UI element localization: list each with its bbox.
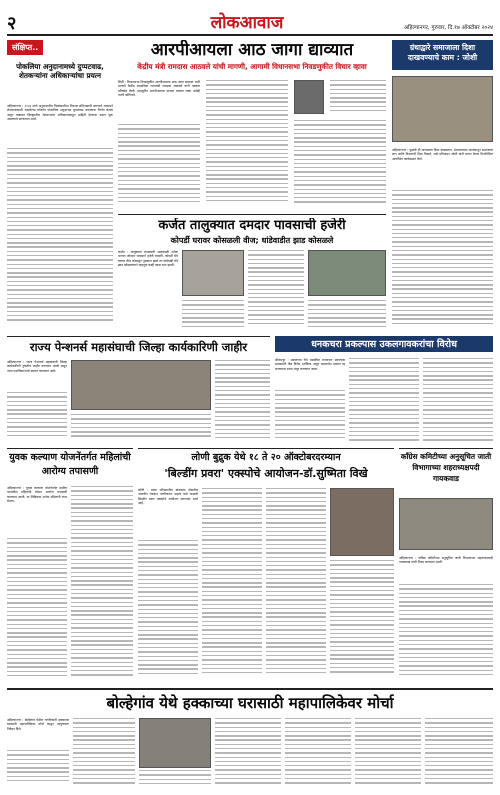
bolhegaon-lines-6	[355, 718, 421, 788]
left-body-lines	[7, 148, 113, 328]
top-body-lines-1	[118, 124, 200, 208]
divider	[118, 214, 386, 215]
pensioners-lines-2	[71, 414, 211, 442]
divider	[7, 448, 133, 449]
story-pensioners	[7, 336, 270, 444]
expo-portrait-photo	[330, 488, 394, 556]
garbage-body: श्रीरामपूर : उकलगाव येथे प्रस्तावित घनकचरा प्रकल्पास ग्रामस्थांनी तीव्र विरोध दर्शविला असून ग्रामसभेत प्रकल्प रद्द करण्याचा ठराव मंजूर करण्यात आला.	[275, 358, 345, 371]
bolhegaon-lines-2	[73, 718, 135, 788]
health-headline: युवक कल्याण योजनेंतर्गत महिलांची आरोग्य तपासणी	[9, 452, 131, 477]
rain-photo-2	[308, 250, 386, 296]
right-body-lines	[392, 190, 493, 328]
pensioners-lines-3	[215, 360, 270, 442]
congress-photo	[399, 498, 493, 550]
health-body: अहिल्यानगर : युवक कल्याण योजनेंतर्गत ग्रामीण भागातील महिलांची मोफत आरोग्य तपासणी करण्यात आली. या शिबिराचा अनेक महिलांनी लाभ घेतला.	[7, 486, 67, 503]
garbage-lines-1	[275, 390, 345, 442]
expo-lines-1	[138, 540, 198, 681]
karjat-lines-2	[248, 250, 304, 330]
karjat-subhead: कोपर्डी घरावर कोसळली वीज; धांडेवाडीत झाड कोसळले	[170, 236, 334, 245]
garbage-lines-2	[349, 358, 419, 442]
story-garbage-project	[275, 336, 493, 444]
congress-lines	[399, 584, 493, 681]
dateline: अहिल्यानगर, गुरुवार, दि.१७ ऑक्टोबर २०२४	[403, 25, 493, 31]
event-photo-right	[392, 76, 493, 142]
garbage-lines-3	[423, 358, 493, 442]
masthead	[7, 8, 493, 36]
right-story	[392, 40, 493, 330]
story-building-expo	[138, 448, 394, 683]
expo-body: लोणी : प्रवरा परिसरातील बांधकाम क्षेत्रातील नवनवीन तंत्रज्ञान नागरिकांना पाहता यावे यासाठी बिल्डींग प्रवरा एक्स्पोचे आयोजन करण्यात आले आहे.	[138, 488, 198, 505]
bolhegaon-lines-3	[139, 770, 211, 788]
health-lines-1	[7, 538, 67, 681]
top-body-lines-4	[330, 80, 386, 116]
expo-headline: लोणी बुद्रुक येथे १८ ते २० ऑक्टोबरदरम्यान	[191, 452, 341, 463]
expo-lines-2	[202, 488, 262, 681]
expo-lines-3	[266, 488, 326, 681]
section-label: संक्षिप्त..	[7, 40, 43, 55]
story-bolhegaon-march	[7, 688, 493, 790]
garbage-headline: धनकचरा प्रकल्पास उकलगावकरांचा विरोध	[311, 339, 457, 350]
top-subhead: केंद्रीय मंत्री रामदास आठवले यांची मागणी, आगामी विधानसभा निवडणुकीत विचार व्हावा	[137, 62, 367, 71]
page-number: २	[7, 13, 17, 34]
right-body: अहिल्यानगर : पुस्तके ही माणसाला दिशा दाखवतात. ग्रंथालयांच्या माध्यमातून समाजाला ज्ञान आणि विचारांची दिशा मिळते, असे प्रतिपादन जोशी यांनी वाचन प्रेरणा दिनानिमित्त आयोजित कार्यक्रमात केले.	[392, 148, 493, 161]
masthead-rule	[7, 34, 493, 36]
left-body: अहिल्यानगर : २०२३ मध्ये अनुदानातील पिकांसाठीचा निकाल संदिग्धदायी ठरल्याने शासनाने शेतकऱ्यांसाठी असलेल्या योजनेत पोकलिया अनुदानात दुप्पटवाढ करण्याचा निर्णय घेतला असून याबाबत जिल्ह्यातील शेतकऱ्यांना अधिकाऱ्यांकडून माहिती देण्याचा प्रयत्न सुरू असल्याचे सांगण्यात आले.	[7, 104, 113, 121]
portrait-photo	[294, 80, 324, 114]
rain-photo-1	[182, 250, 244, 296]
top-headline: आरपीआयला आठ जागा द्याव्यात	[150, 40, 354, 60]
congress-headline: काँग्रेस कमिटीच्या अनुसूचित जाती विभागाच्या शहराध्यक्षपदी गायकवाड	[400, 452, 492, 483]
bolhegaon-lines-7	[425, 718, 493, 788]
karjat-lines-1	[182, 300, 244, 330]
story-women-health	[7, 448, 133, 683]
divider	[399, 448, 493, 449]
expo-subhead: 'बिल्डींग प्रवरा' एक्स्पोचे आयोजन-डॉ.सुष्मिता विखे	[164, 467, 368, 480]
bolhegaon-body: अहिल्यानगर : बोल्हेगांव येथील नागरिकांनी हक्काच्या घरासाठी महापालिकेवर मोर्चा काढून आयुक्तांना निवेदन दिले.	[7, 718, 69, 731]
karjat-headline: कर्जत तालुक्यात दमदार पावसाची हजेरी	[158, 218, 346, 233]
top-body-lines-3	[294, 120, 386, 208]
right-headline: ग्रंथाद्वारे समाजाला दिशा दाखवण्याचे काम : जोशी	[392, 40, 493, 70]
divider	[138, 448, 394, 449]
expo-lines-4	[330, 560, 394, 681]
karjat-lines-3	[308, 300, 386, 330]
pensioners-headline: राज्य पेन्शनर्स महासंघाची जिल्हा कार्यकारिणी जाहीर	[29, 340, 248, 354]
bolhegaon-lines-4	[215, 718, 281, 788]
pensioners-lines-1	[7, 392, 67, 442]
left-column	[7, 40, 113, 330]
bolhegaon-lines-5	[285, 718, 351, 788]
top-story	[118, 40, 386, 210]
march-photo	[139, 718, 211, 768]
divider	[7, 336, 270, 337]
top-body-lines-2	[206, 80, 288, 208]
pensioners-body: अहिल्यानगर : राज्य पेन्शनर्स महासंघाची जिल्हा कार्यकारिणी नुकतीच जाहीर करण्यात आली असून नव्या पदाधिकाऱ्यांचे स्वागत करण्यात आले.	[7, 360, 67, 373]
bolhegaon-headline: बोल्हेगांव येथे हक्काच्या घरासाठी महापालिकेवर मोर्चा	[106, 694, 394, 712]
bolhegaon-lines-1	[7, 750, 69, 788]
congress-body: अहिल्यानगर : काँग्रेस कमिटीच्या अनुसूचित जाती विभागाच्या शहराध्यक्षपदी गायकवाड यांची निवड करण्यात आली.	[399, 556, 493, 565]
karjat-body: कर्जत : तालुक्यात मंगळवारी सायंकाळी अनेक भागांत जोरदार पावसाने हजेरी लावली. कोपर्डी येथे घरावर वीज कोसळून नुकसान झाले तर धांडेवाडी येथे झाड कोसळल्याने वाहतूक काही काळ ठप्प झाली.	[118, 250, 178, 267]
story-congress	[399, 448, 493, 683]
newspaper-logo: लोकआवाज	[210, 13, 284, 33]
health-lines-2	[71, 486, 133, 681]
top-body: शिर्डी : विधानसभा निवडणुकीत आरपीआयला आठ जागा द्याव्यात अशी मागणी केंद्रीय सामाजिक न्यायमंत्री रामदास आठवले यांनी पत्रकार परिषदेत केली. महायुतीत आरपीआयचा सन्मान राखला जावा असेही त्यांनी सांगितले.	[118, 80, 200, 97]
group-photo	[71, 360, 211, 410]
left-headline: पोकलिया अनुदानामध्ये दुप्पटवाढ, शेतकऱ्यांना अधिकाऱ्यांचा प्रयत्न	[16, 62, 104, 80]
story-karjat-rain	[118, 214, 386, 332]
divider	[7, 688, 493, 690]
